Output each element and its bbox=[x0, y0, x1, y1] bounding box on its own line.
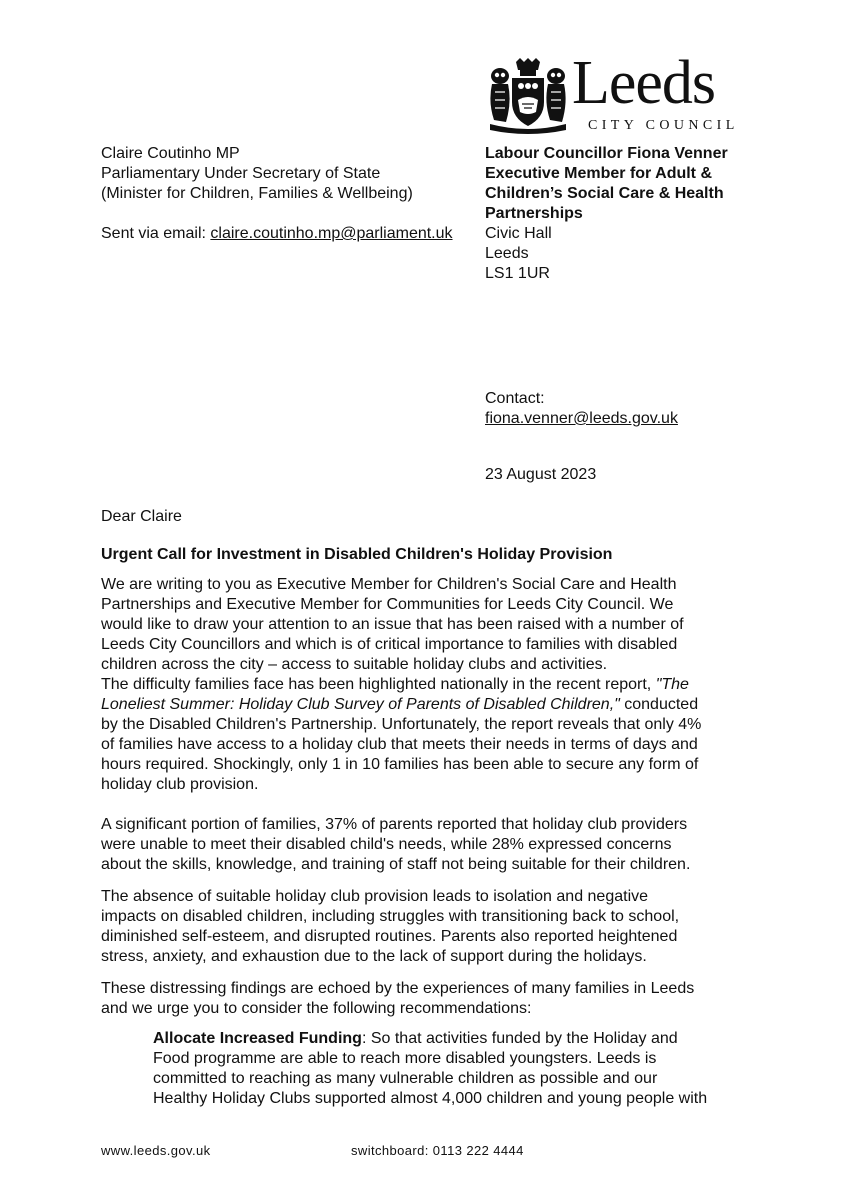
paragraph-line: Leeds City Councillors and which is of critical importance to families with disabled bbox=[101, 636, 678, 653]
paragraph-line: hours required. Shockingly, only 1 in 10 families has been able to secure any form of bbox=[101, 756, 699, 773]
leeds-coat-of-arms-icon bbox=[486, 58, 570, 134]
paragraph-text: conducted bbox=[619, 696, 699, 713]
footer-switchboard: switchboard: 0113 222 4444 bbox=[351, 1143, 524, 1158]
recipient-title: Parliamentary Under Secretary of State bbox=[101, 165, 381, 182]
recipient-name: Claire Coutinho MP bbox=[101, 145, 240, 162]
report-title-italic: "The bbox=[655, 676, 689, 693]
paragraph-line: and we urge you to consider the following recommendations: bbox=[101, 1000, 532, 1017]
paragraph-line: stress, anxiety, and exhaustion due to the lack of support during the holidays. bbox=[101, 948, 647, 965]
paragraph-line: These distressing findings are echoed by the experiences of many families in Leeds bbox=[101, 980, 695, 997]
paragraph-1 bbox=[101, 575, 741, 675]
sent-via-label: Sent via email: bbox=[101, 225, 211, 242]
leeds-city-council-logo bbox=[486, 49, 746, 138]
letter-date: 23 August 2023 bbox=[485, 466, 597, 483]
paragraph-line: We are writing to you as Executive Member for Children's Social Care and Health bbox=[101, 576, 677, 593]
recipient-role: (Minister for Children, Families & Wellbeing) bbox=[101, 185, 413, 202]
paragraph-2 bbox=[101, 675, 741, 795]
paragraph-line: by the Disabled Children's Partnership. Unfortunately, the report reveals that only 4% bbox=[101, 716, 702, 733]
contact-block bbox=[485, 389, 678, 429]
report-title-italic: Loneliest Summer: Holiday Club Survey of Parents of Disabled Children," bbox=[101, 696, 620, 713]
paragraph-line: The absence of suitable holiday club provision leads to isolation and negative bbox=[101, 888, 649, 905]
paragraph-line: holiday club provision. bbox=[101, 776, 259, 793]
paragraph-line: were unable to meet their disabled child's needs, while 28% expressed concerns bbox=[101, 836, 672, 853]
logo-subline: CITY COUNCIL bbox=[588, 118, 739, 133]
paragraph-text: The difficulty families face has been highlighted nationally in the recent report, bbox=[101, 676, 656, 693]
sender-name: Labour Councillor Fiona Venner bbox=[485, 145, 728, 162]
paragraph-line: children across the city – access to suitable holiday clubs and activities. bbox=[101, 656, 608, 673]
paragraph-line bbox=[101, 695, 741, 715]
paragraph-line: Partnerships and Executive Member for Communities for Leeds City Council. We bbox=[101, 596, 674, 613]
paragraph-5 bbox=[101, 979, 741, 1019]
paragraph-4 bbox=[101, 887, 741, 967]
paragraph-line: A significant portion of families, 37% of parents reported that holiday club providers bbox=[101, 816, 688, 833]
salutation: Dear Claire bbox=[101, 508, 182, 525]
contact-email-link[interactable]: fiona.venner@leeds.gov.uk bbox=[485, 410, 678, 427]
recommendation-title: Allocate Increased Funding bbox=[153, 1030, 362, 1047]
paragraph-line: Healthy Holiday Clubs supported almost 4,000 children and young people with bbox=[153, 1090, 708, 1107]
sender-address-line-2: Leeds bbox=[485, 245, 529, 262]
footer-website: www.leeds.gov.uk bbox=[101, 1143, 211, 1158]
recipient-sent-via bbox=[101, 224, 453, 244]
letter-subject: Urgent Call for Investment in Disabled Children's Holiday Provision bbox=[101, 546, 613, 563]
paragraph-line: of families have access to a holiday club that meets their needs in terms of days and bbox=[101, 736, 698, 753]
paragraph-line: Food programme are able to reach more disabled youngsters. Leeds is bbox=[153, 1050, 657, 1067]
paragraph-line: committed to reaching as many vulnerable children as possible and our bbox=[153, 1070, 658, 1087]
recipient-address bbox=[101, 144, 453, 244]
paragraph-line: diminished self-esteem, and disrupted routines. Parents also reported heightened bbox=[101, 928, 678, 945]
sender-title-line-3: Partnerships bbox=[485, 205, 583, 222]
paragraph-line: impacts on disabled children, including struggles with transitioning back to school, bbox=[101, 908, 680, 925]
paragraph-line bbox=[153, 1029, 793, 1049]
paragraph-line: would like to draw your attention to an issue that has been raised with a number of bbox=[101, 616, 684, 633]
sender-postcode: LS1 1UR bbox=[485, 265, 550, 282]
paragraph-line: about the skills, knowledge, and training of staff not being suitable for their children. bbox=[101, 856, 691, 873]
recipient-email-link[interactable]: claire.coutinho.mp@parliament.uk bbox=[210, 225, 453, 242]
contact-label: Contact: bbox=[485, 390, 545, 407]
logo-wordmark: Leeds bbox=[572, 49, 716, 117]
recommendation-1 bbox=[153, 1029, 793, 1109]
paragraph-line bbox=[101, 675, 741, 695]
sender-address bbox=[485, 144, 728, 284]
paragraph-text: : So that activities funded by the Holiday and bbox=[361, 1030, 678, 1047]
sender-title-line-1: Executive Member for Adult & bbox=[485, 165, 713, 182]
paragraph-3 bbox=[101, 815, 741, 875]
sender-address-line-1: Civic Hall bbox=[485, 225, 552, 242]
sender-title-line-2: Children’s Social Care & Health bbox=[485, 185, 724, 202]
